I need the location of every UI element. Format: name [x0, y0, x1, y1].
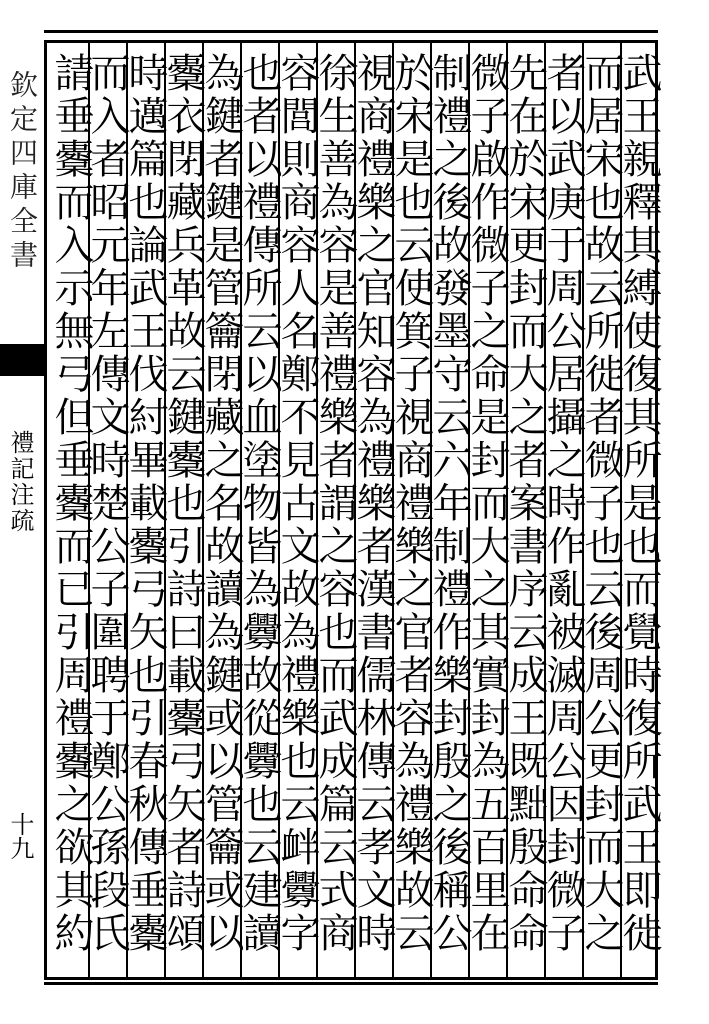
text-column-13: 櫜衣閉藏兵革故云鍵櫜也引詩曰載櫜弓矢者詩頌	[160, 52, 206, 955]
text-column-12: 為鍵者鍵是管籥閉藏之名故讀為鍵或以管籥或以	[198, 52, 244, 955]
page-margin-strip	[0, 30, 44, 985]
text-column-14: 時邁篇也論武王伐紂畢載櫜弓矢也引春秋傳垂櫜	[122, 52, 168, 955]
text-column-9: 徐生善為容是善禮樂者謂之容也而武成篇云式商	[312, 52, 358, 955]
text-column-15: 而入者昭元年左傳文時楚公子圍聘于鄭公孫段氏	[84, 52, 130, 955]
text-column-2: 而居宋也故云所徙者微子也云後周公更封而大之	[578, 52, 624, 955]
text-column-7: 於宋是也云使箕子視商禮樂之官者容為禮樂故云	[388, 52, 434, 955]
fishtail-mark	[0, 344, 44, 376]
bottom-border-rule	[44, 982, 658, 985]
page-number: 十九	[6, 812, 34, 860]
top-border-rule	[44, 30, 658, 33]
text-column-1: 武王親釋其縛使復其所是也而覺時復所武王即徙	[616, 52, 662, 955]
text-column-6: 制禮之後故發墨守云六年制禮作樂封殷之後稱公	[426, 52, 472, 955]
text-column-5: 微子啟作微子之命是封而大之其實封為五百里在	[464, 52, 510, 955]
text-column-8: 視商禮樂之官知容為禮樂者漢書儒林傳云孝文時	[350, 52, 396, 955]
text-column-3: 者以武庚于周公居攝之時作亂被滅周公因封微子	[540, 52, 586, 955]
margin-header: 欽定四庫全書	[6, 70, 39, 274]
text-column-11: 也者以禮傳所云以血塗物皆為釁故從釁也云建讀	[236, 52, 282, 955]
margin-book-title: 禮記注疏	[6, 430, 34, 534]
text-column-4: 先在於宋更封而大之者案書序云成王既黜殷命命	[502, 52, 548, 955]
text-column-10: 容閭則商容人名鄭不見古文故為禮樂也云衅釁字	[274, 52, 320, 955]
text-column-16: 請垂櫜而入示無弓但垂櫜而已引周禮櫜之欲其約	[48, 52, 94, 955]
